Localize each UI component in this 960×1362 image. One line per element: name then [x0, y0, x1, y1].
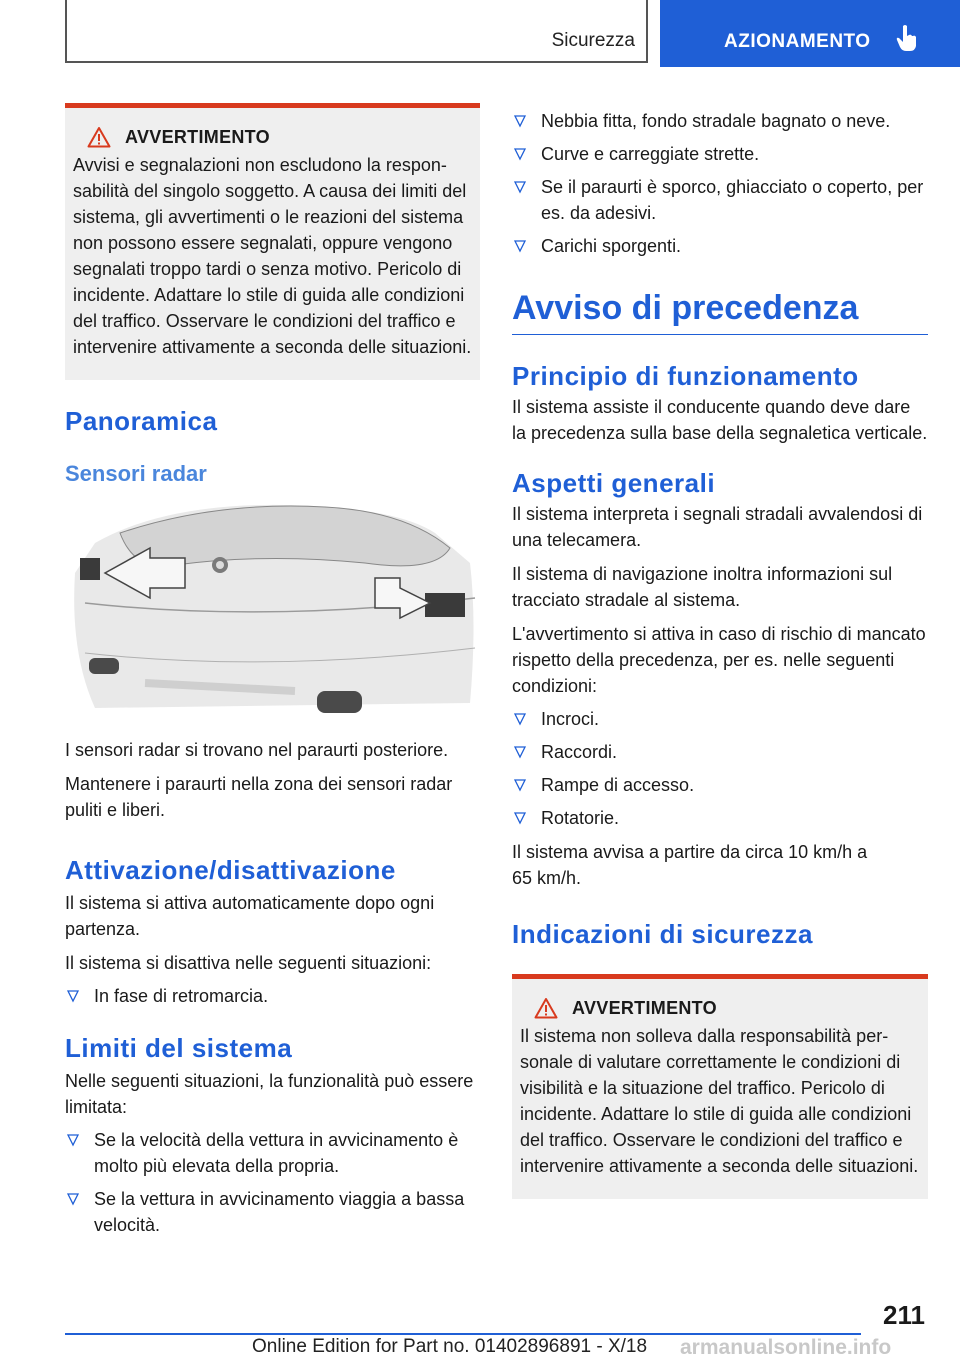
- limits-heading: Limiti del sistema: [65, 1033, 293, 1063]
- list-item: Se la vettura in avvicinamento viaggia a bassa velocità.: [65, 1186, 480, 1238]
- triangle-bullet-icon: [512, 777, 528, 793]
- principle-heading: Principio di funzionamento: [512, 361, 859, 391]
- main-heading-wrap: [512, 289, 928, 335]
- edition-line: Online Edition for Part no. 01402896891 - X/18: [252, 1336, 648, 1357]
- list-item: Se la velocità della vettura in avvicinamento è molto più elevata della propria.: [65, 1127, 480, 1179]
- warning-title: AVVERTIMENTO: [572, 997, 717, 1018]
- triangle-bullet-icon: [512, 238, 528, 254]
- page-number: 211: [883, 1300, 925, 1330]
- radar-paragraph-1: I sensori radar si trovano nel paraurti posteriore.: [65, 740, 449, 760]
- warning-triangle-icon: [87, 126, 111, 148]
- safety-heading: Indicazioni di sicurezza: [512, 919, 813, 949]
- triangle-bullet-icon: [65, 1191, 81, 1207]
- activation-paragraph-1: Il sistema si attiva automaticamente dopo ogni partenza.: [65, 893, 435, 939]
- left-column: [65, 103, 480, 1238]
- radar-heading: Sensori radar: [65, 461, 207, 486]
- triangle-bullet-icon: [512, 810, 528, 826]
- overview-heading: Panoramica: [65, 406, 218, 436]
- list-item: Carichi sporgenti.: [512, 233, 928, 259]
- list-item: Raccordi.: [512, 739, 928, 765]
- activation-heading: Attivazione/disattivazione: [65, 855, 396, 885]
- principle-paragraph: Il sistema assiste il conducente quando deve dare la precedenza sulla base della segnaletica verticale.: [512, 397, 928, 443]
- warning-box: [65, 103, 480, 380]
- triangle-bullet-icon: [512, 146, 528, 162]
- limits-intro: Nelle seguenti situazioni, la funzionalità può essere limitata:: [65, 1071, 474, 1117]
- general-list: [512, 706, 928, 831]
- triangle-bullet-icon: [65, 1132, 81, 1148]
- general-paragraph-2: Il sistema di navigazione inoltra informazioni sul tracciato stradale al sistema.: [512, 564, 893, 610]
- warning-triangle-icon: [534, 997, 558, 1019]
- activation-list: [65, 983, 480, 1009]
- watermark: armanualsonline.info: [680, 1336, 892, 1359]
- chapter-tab[interactable]: [660, 0, 960, 67]
- list-item: Rampe di accesso.: [512, 772, 928, 798]
- list-item: In fase di retromarcia.: [65, 983, 480, 1009]
- list-item: Se il paraurti è sporco, ghiacciato o coperto, per es. da adesivi.: [512, 174, 928, 226]
- warning-text: Avvisi e segnalazioni non escludono la responsabilità del singolo soggetto. A causa dei limiti del sistema, gli avvertimenti o le reazioni del sistema non possono essere segnalati, oppure vengono segnalati troppo tardi o senza motivo. Pericolo di incidente. Adattare lo stile di guida alle condizioni del traffico. Osservare le condizioni del traffico e intervenire attivamente a seconda delle situazioni.: [73, 155, 472, 357]
- activation-paragraph-2: Il sistema si disattiva nelle seguenti situazioni:: [65, 953, 432, 973]
- right-column: [512, 103, 928, 1199]
- list-item: Nebbia fitta, fondo stradale bagnato o neve.: [512, 108, 928, 134]
- general-heading: Aspetti generali: [512, 468, 716, 498]
- triangle-bullet-icon: [512, 744, 528, 760]
- section-title: Sicurezza: [551, 30, 635, 51]
- chapter-tab-label: AZIONAMENTO: [724, 31, 871, 52]
- main-heading: Avviso di precedenza: [512, 289, 859, 327]
- limits-list: [65, 1127, 480, 1238]
- rear-bumper-radar-illustration: [65, 503, 480, 723]
- list-item: Incroci.: [512, 706, 928, 732]
- list-item: Rotatorie.: [512, 805, 928, 831]
- list-item: Curve e carreggiate strette.: [512, 141, 928, 167]
- warning-title: AVVERTIMENTO: [125, 126, 270, 147]
- triangle-bullet-icon: [512, 711, 528, 727]
- warning-box: [512, 974, 928, 1199]
- footer-rule: [65, 1333, 861, 1335]
- conditions-list: [512, 108, 928, 259]
- triangle-bullet-icon: [512, 113, 528, 129]
- radar-paragraph-2: Mantenere i paraurti nella zona dei sensori radar puliti e liberi.: [65, 774, 453, 820]
- general-paragraph-4: Il sistema avvisa a partire da circa 10 km/h a 65 km/h.: [512, 842, 868, 888]
- triangle-bullet-icon: [65, 988, 81, 1004]
- hand-pointer-icon: [896, 24, 918, 52]
- general-paragraph-1: Il sistema interpreta i segnali stradali avvalendosi di una telecamera.: [512, 504, 923, 550]
- warning-text: Il sistema non solleva dalla responsabilità personale di valutare correttamente le condizioni di visibilità e la situazione del traffico. Pericolo di incidente. Adattare lo stile di guida alle condizioni del traffico. Osservare le condizioni del traffico e intervenire attivamente a seconda delle situazioni.: [520, 1026, 919, 1176]
- general-paragraph-3: L'avvertimento si attiva in caso di rischio di mancato rispetto della precedenza, per es. nelle seguenti condizioni:: [512, 624, 926, 696]
- triangle-bullet-icon: [512, 179, 528, 195]
